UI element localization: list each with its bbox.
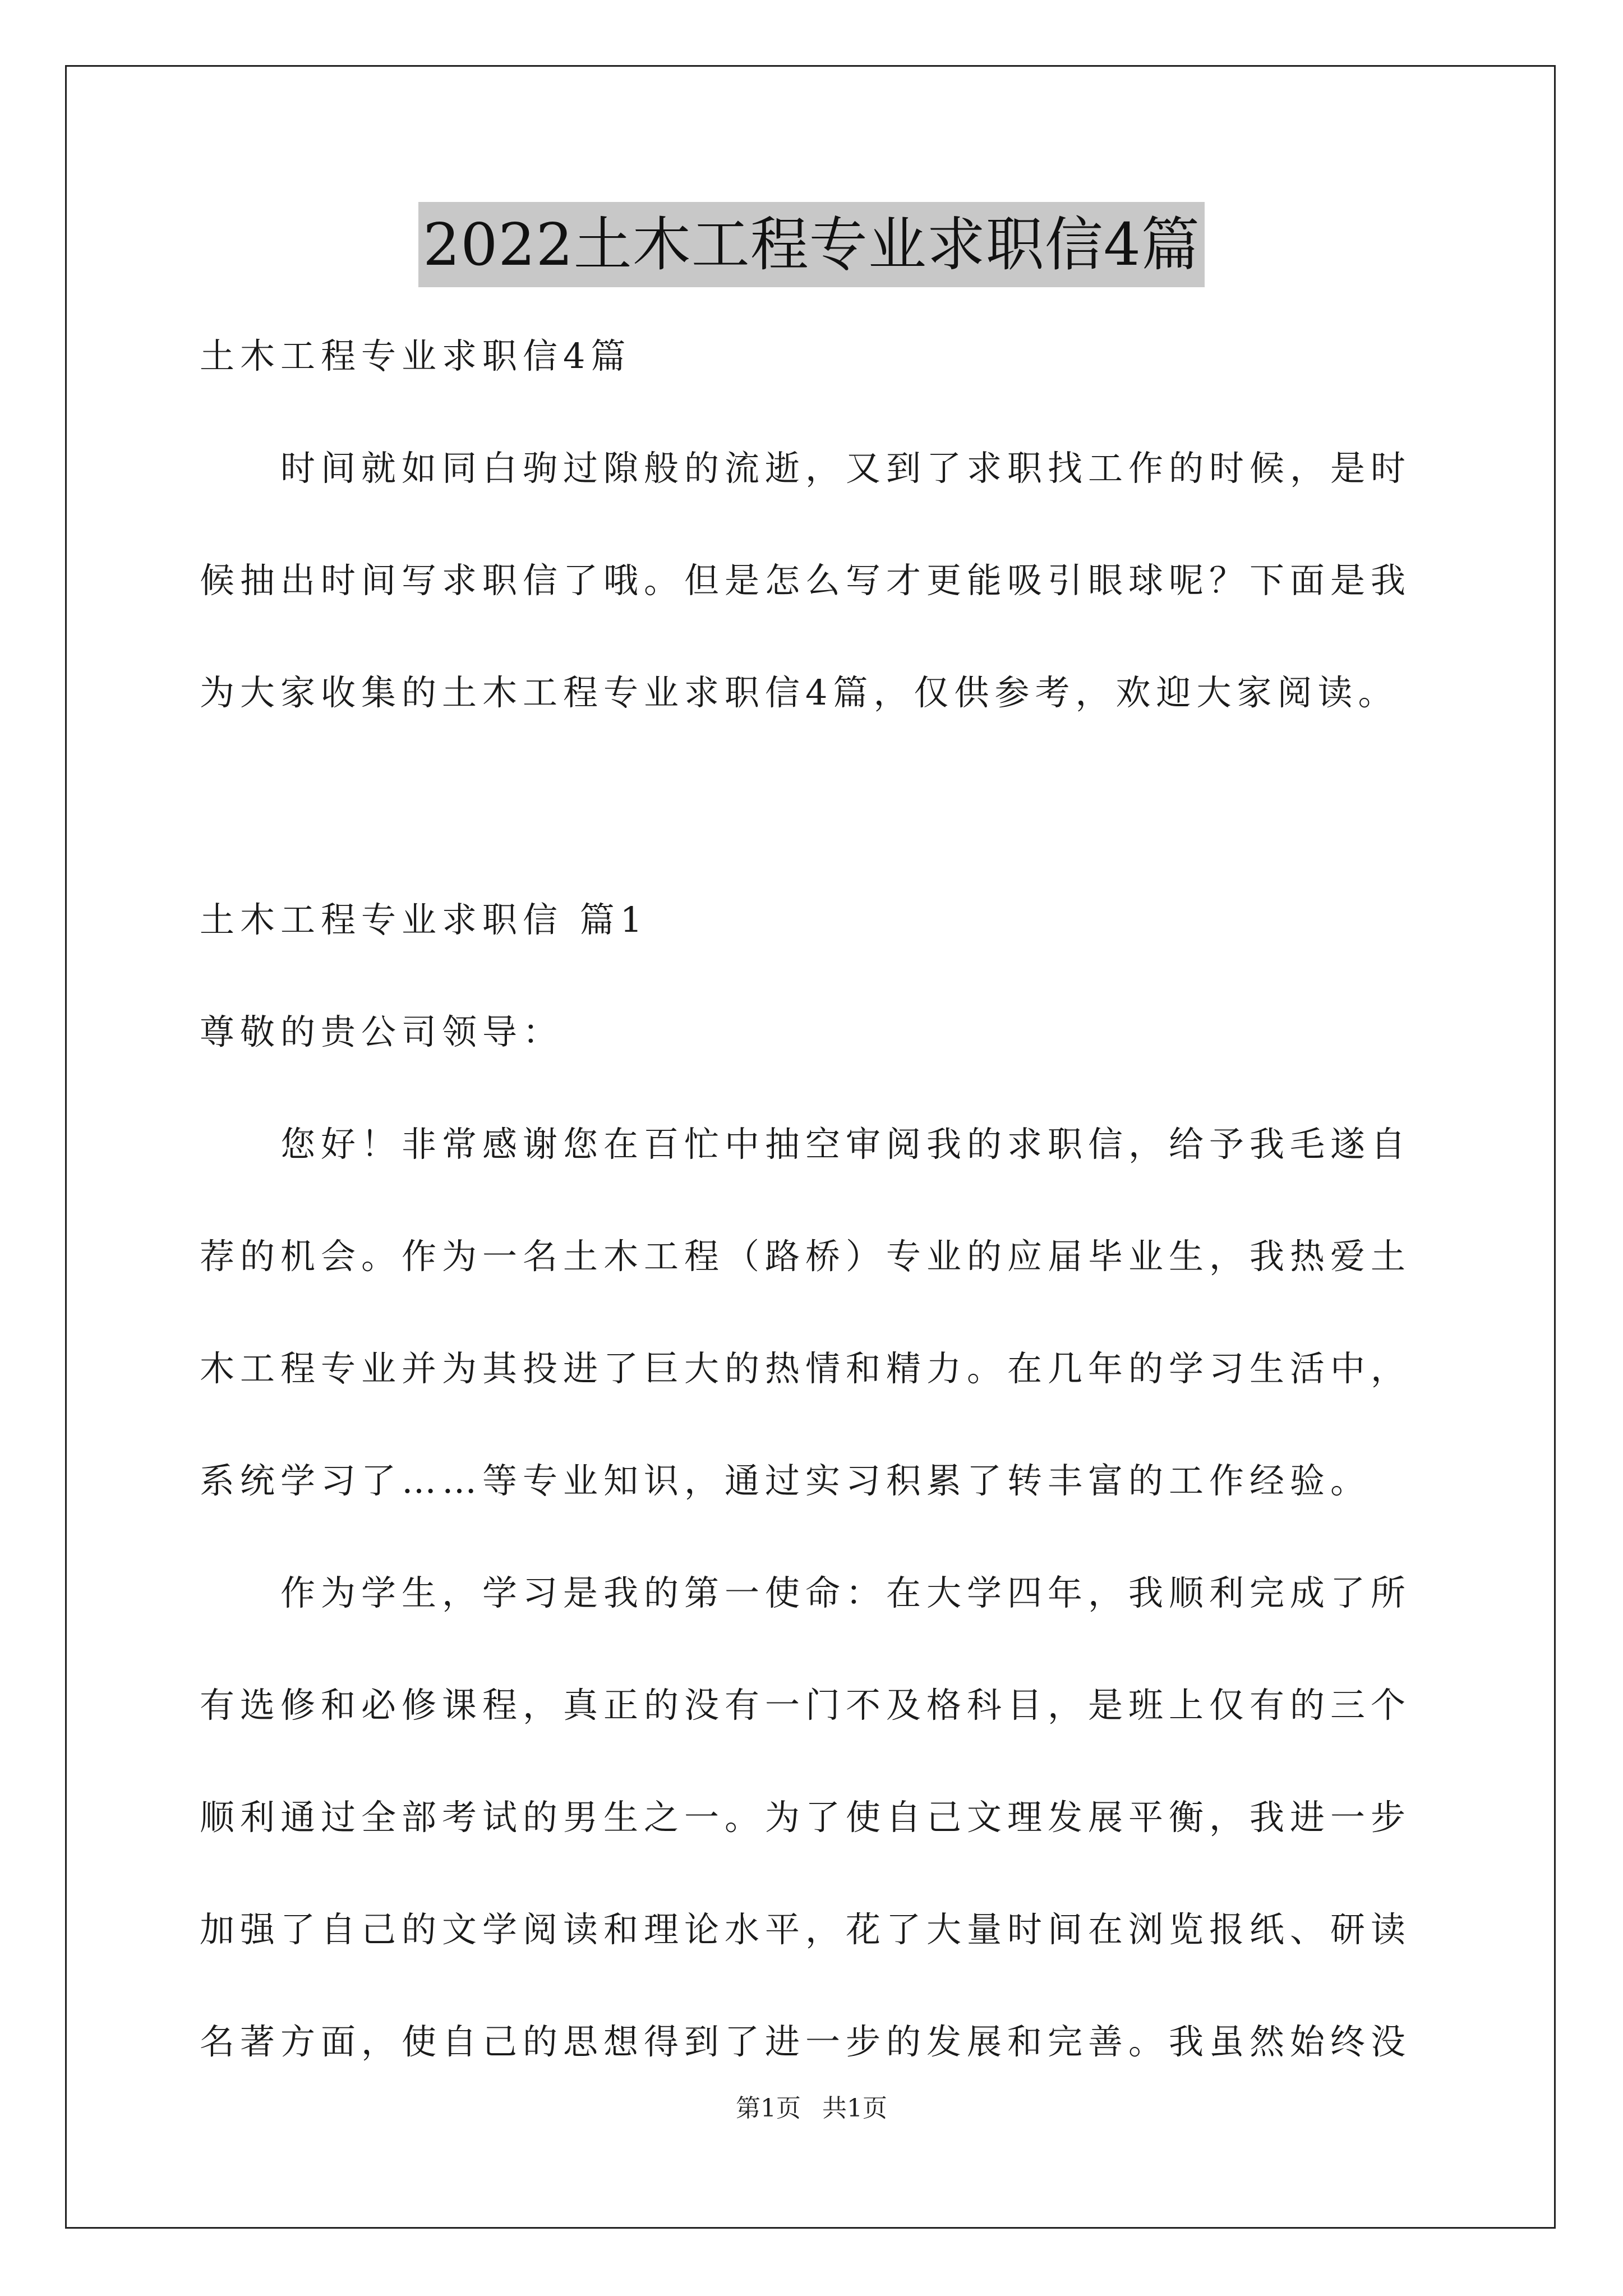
intro-line: 为大家收集的土木工程专业求职信4篇，仅供参考，欢迎大家阅读。 bbox=[200, 672, 1399, 713]
intro-line: 时间就如同白驹过隙般的流逝，又到了求职找工作的时候，是时 bbox=[280, 448, 1412, 489]
section-spacer bbox=[200, 749, 1425, 864]
paragraph2-line: 作为学生，学习是我的第一使命：在大学四年，我顺利完成了所 bbox=[280, 1572, 1412, 1613]
paragraph1-line: 系统学习了……等专业知识，通过实习积累了转丰富的工作经验。 bbox=[200, 1460, 1371, 1501]
paragraph2-line: 加强了自己的文学阅读和理论水平，花了大量时间在浏览报纸、研读 bbox=[200, 1909, 1412, 1950]
section-heading: 土木工程专业求职信 篇1 bbox=[200, 899, 648, 940]
document-title: 2022土木工程专业求职信4篇 bbox=[418, 202, 1205, 287]
paragraph2-line: 顺利通过全部考试的男生之一。为了使自己文理发展平衡，我进一步 bbox=[200, 1797, 1412, 1838]
paragraph2-line: 名著方面，使自己的思想得到了进一步的发展和完善。我虽然始终没 bbox=[200, 2021, 1412, 2062]
title-container bbox=[0, 202, 1623, 287]
document-subtitle: 土木工程专业求职信4篇 bbox=[200, 335, 631, 376]
paragraph1-line: 荐的机会。作为一名土木工程（路桥）专业的应届毕业生，我热爱土 bbox=[200, 1236, 1412, 1277]
document-body bbox=[200, 300, 1425, 2098]
page-footer: 第1页 共1页 bbox=[736, 2094, 887, 2123]
intro-line: 候抽出时间写求职信了哦。但是怎么写才更能吸引眼球呢？下面是我 bbox=[200, 560, 1412, 601]
paragraph1-line: 木工程专业并为其投进了巨大的热情和精力。在几年的学习生活中， bbox=[200, 1348, 1412, 1389]
salutation: 尊敬的贵公司领导： bbox=[200, 1011, 564, 1052]
paragraph1-line: 您好！非常感谢您在百忙中抽空审阅我的求职信，给予我毛遂自 bbox=[280, 1124, 1412, 1165]
paragraph2-line: 有选修和必修课程，真正的没有一门不及格科目，是班上仅有的三个 bbox=[200, 1685, 1412, 1726]
